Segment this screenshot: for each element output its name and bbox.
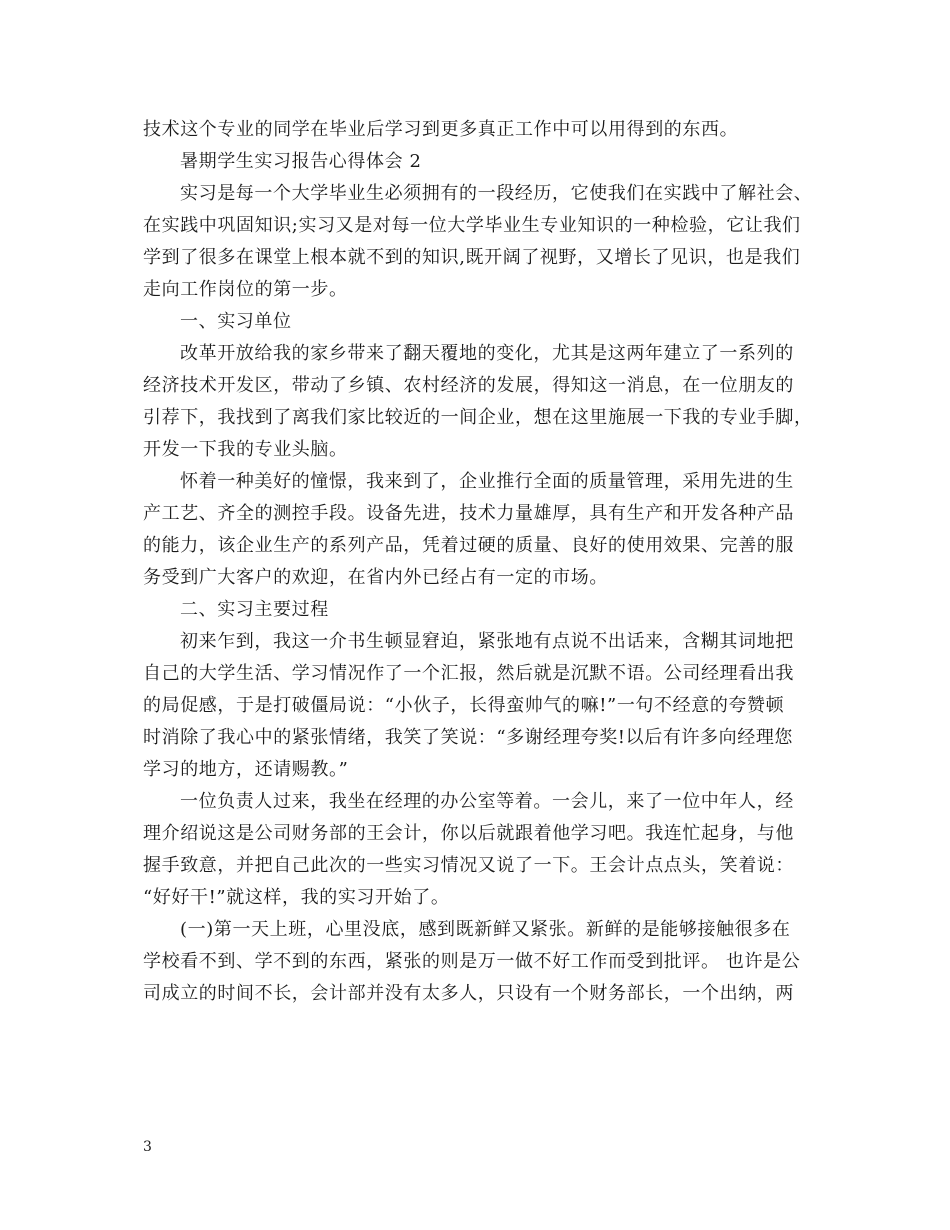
text-line: 开发一下我的专业头脑。	[143, 439, 348, 460]
text-line: 自己的大学生活、学习情况作了一个汇报，然后就是沉默不语。公司经理看出我	[143, 663, 794, 684]
text-line: 引荐下，我找到了离我们家比较近的一间企业，想在这里施展一下我的专业手脚，	[143, 407, 813, 428]
text-line: 初来乍到，我这一介书生顿显窘迫，紧张地有点说不出话来，含糊其词地把	[180, 631, 794, 652]
text-line: 司成立的时间不长，会计部并没有太多人，只设有一个财务部长，一个出纳，两	[143, 983, 794, 1004]
text-line: 学校看不到、学不到的东西，紧张的则是万一做不好工作而受到批评。 也许是公	[143, 951, 801, 972]
text-line: 握手致意，并把自己此次的一些实习情况又说了一下。王会计点点头，笑着说：	[143, 855, 794, 876]
text-line: 学习的地方，还请赐教。”	[143, 759, 349, 780]
text-line: 的局促感，于是打破僵局说：“小伙子，长得蛮帅气的嘛!”一句不经意的夸赞顿	[143, 695, 785, 716]
text-line: 技术这个专业的同学在毕业后学习到更多真正工作中可以用得到的东西。	[143, 119, 739, 140]
text-line: 怀着一种美好的憧憬，我来到了，企业推行全面的质量管理，采用先进的生	[180, 471, 794, 492]
text-line: 改革开放给我的家乡带来了翻天覆地的变化，尤其是这两年建立了一系列的	[180, 343, 794, 364]
text-line: 二、实习主要过程	[180, 599, 329, 620]
text-line: 经济技术开发区，带动了乡镇、农村经济的发展，得知这一消息，在一位朋友的	[143, 375, 794, 396]
text-line: (一)第一天上班，心里没底，感到既新鲜又紧张。新鲜的是能够接触很多在	[180, 919, 791, 940]
text-line: 学到了很多在课堂上根本就不到的知识,既开阔了视野，又增长了见识，也是我们	[143, 247, 801, 268]
text-line: “好好干!”就这样，我的实习开始了。	[143, 887, 450, 908]
text-line: 产工艺、齐全的测控手段。设备先进，技术力量雄厚，具有生产和开发各种产品	[143, 503, 794, 524]
text-line: 实习是每一个大学毕业生必须拥有的一段经历，它使我们在实践中了解社会、	[180, 183, 813, 204]
page-number: 3	[143, 1139, 152, 1155]
text-line: 在实践中巩固知识;实习又是对每一位大学毕业生专业知识的一种检验，它让我们	[143, 215, 801, 236]
text-line: 时消除了我心中的紧张情绪，我笑了笑说：“多谢经理夸奖!以后有许多向经理您	[143, 727, 794, 748]
document-body	[143, 114, 823, 1010]
text-line: 务受到广大客户的欢迎，在省内外已经占有一定的市场。	[143, 567, 608, 588]
text-line: 暑期学生实习报告心得体会 2	[180, 151, 422, 172]
text-line: 理介绍说这是公司财务部的王会计，你以后就跟着他学习吧。我连忙起身，与他	[143, 823, 794, 844]
text-line: 一、实习单位	[180, 311, 292, 332]
text-line: 的能力，该企业生产的系列产品，凭着过硬的质量、良好的使用效果、完善的服	[143, 535, 794, 556]
text-line: 一位负责人过来，我坐在经理的办公室等着。一会儿，来了一位中年人，经	[180, 791, 794, 812]
text-line: 走向工作岗位的第一步。	[143, 279, 348, 300]
